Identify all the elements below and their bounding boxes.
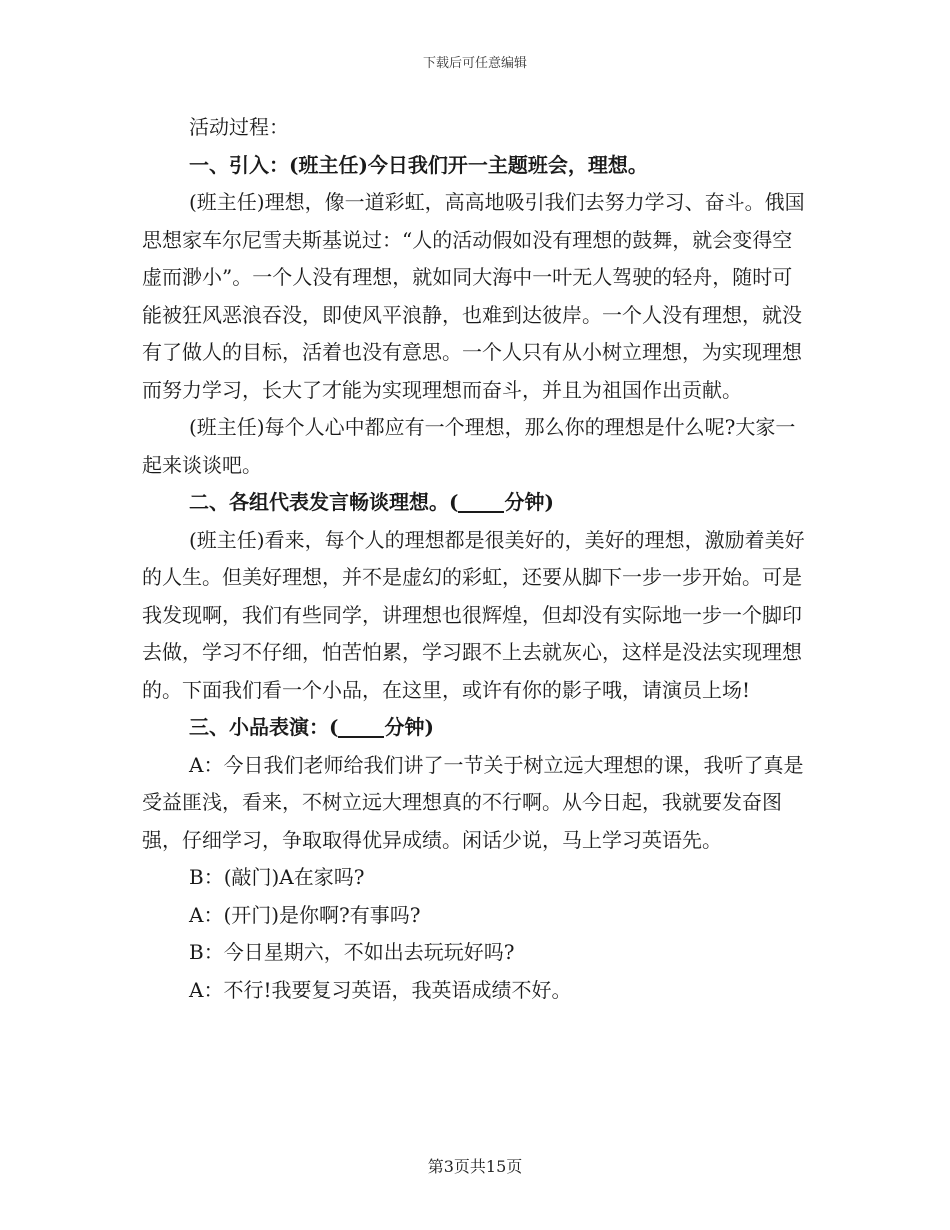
paragraph-sketch-intro: (班主任)看来，每个人的理想都是很美好的，美好的理想，激励着美好的人生。但美好理想，并不是虚幻的彩虹，还要从脚下一步一步开始。可是我发现啊，我们有些同学，讲理想也很辉煌，但却没有实际地一步一个脚印去做，学习不仔细，怕苦怕累，学习跟不上去就灰心，这样是没法实现理想的。下面我们看一个小品，在这里，或许有你的影子哦，请演员上场! (142, 527, 805, 702)
heading-group-speeches (142, 484, 810, 522)
paragraph-ideal-rainbow: (班主任)理想，像一道彩虹，高高地吸引我们去努力学习、奋斗。俄国思想家车尔尼雪夫斯基说过：“人的活动假如没有理想的鼓舞，就会变得空虚而渺小”。一个人没有理想，就如同大海中一叶无人驾驶的轻舟，随时可能被狂风恶浪吞没，即使风平浪静，也难到达彼岸。一个人没有理想，就没有了做人的目标，活着也没有意思。一个人只有从小树立理想，为实现理想而努力学习，长大了才能为实现理想而奋斗，并且为祖国作出贡献。 (142, 190, 805, 402)
dialogue-line: A：今日我们老师给我们讲了一节关于树立远大理想的课，我听了真是受益匪浅，看来，不树立远大理想真的不行啊。从今日起，我就要发奋图强，仔细学习，争取取得优异成绩。闲话少说，马上学习英语先。 (142, 752, 804, 852)
paragraph-ideal-question: (班主任)每个人心中都应有一个理想，那么你的理想是什么呢?大家一起来谈谈吧。 (142, 415, 796, 477)
minutes-blank (458, 489, 504, 513)
minutes-blank (338, 714, 384, 738)
heading-group-speeches-text: 二、各组代表发言畅谈理想。( (189, 490, 459, 514)
dialogue-line: B：今日星期六，不如出去玩玩好吗? (189, 940, 515, 964)
page-header: 下载后可任意编辑 (422, 56, 527, 71)
heading-introduction: 一、引入：(班主任)今日我们开一主题班会，理想。 (189, 152, 648, 177)
heading-sketch-text: 三、小品表演：( (189, 715, 339, 739)
paragraph-activity-process: 活动过程： (189, 115, 289, 139)
document-body (142, 109, 810, 1009)
dialogue-line: A：(开门)是你啊?有事吗? (189, 902, 421, 927)
heading-sketch-minutes: 分钟) (384, 715, 434, 739)
heading-sketch (142, 709, 810, 747)
heading-group-speeches-minutes: 分钟) (504, 490, 554, 514)
dialogue-line: B：(敲门)A在家吗? (189, 865, 365, 889)
page-footer: 第3页共15页 (427, 1157, 523, 1176)
dialogue-line: A：不行!我要复习英语，我英语成绩不好。 (189, 977, 572, 1002)
